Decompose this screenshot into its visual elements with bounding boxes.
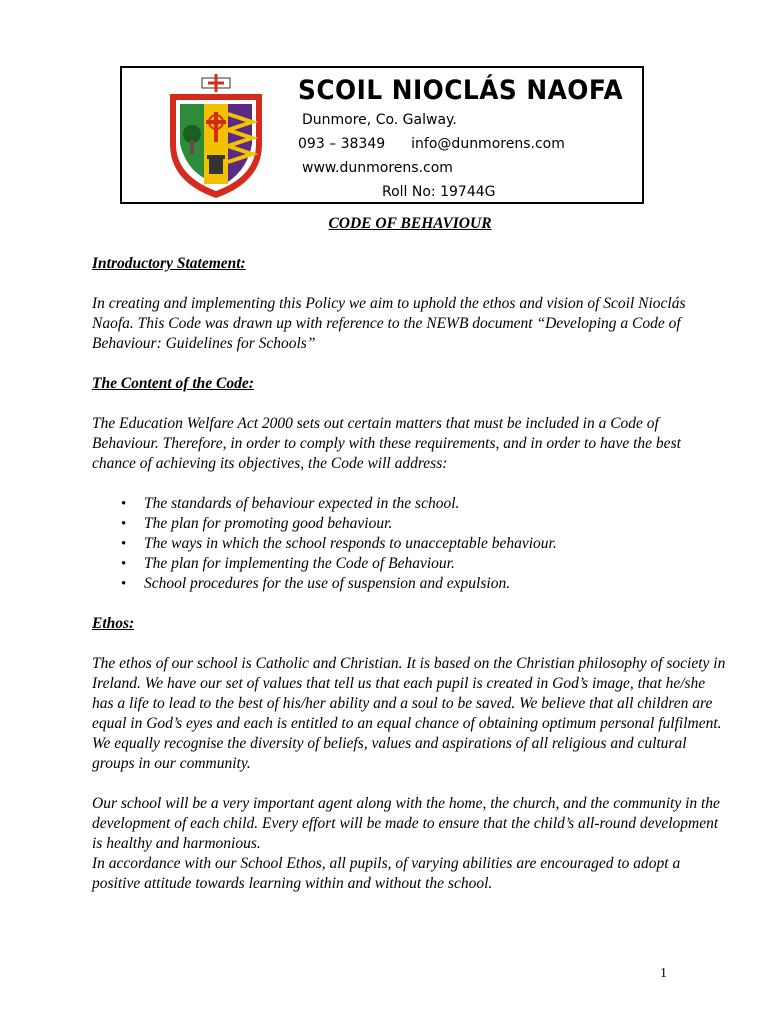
school-name: SCOIL NIOCLÁS NAOFA xyxy=(298,75,624,106)
document-title: CODE OF BEHAVIOUR xyxy=(328,215,492,232)
list-item: • The ways in which the school responds to unacceptable behaviour. xyxy=(92,534,728,554)
list-item: • School procedures for the use of suspension and expulsion. xyxy=(92,574,728,594)
intro-paragraph: In creating and implementing this Policy we aim to uphold the ethos and vision of Scoil Nioclás Naofa. This Code was drawn up with reference to the NEWB document “Developing a Code of Behaviour: Guidelines for Schools” xyxy=(92,295,686,352)
content-heading: The Content of the Code: xyxy=(92,375,254,392)
list-item: • The plan for promoting good behaviour. xyxy=(92,514,728,534)
school-crest-icon xyxy=(164,74,268,200)
list-item: • The standards of behaviour expected in the school. xyxy=(92,494,728,514)
ethos-paragraph-2: Our school will be a very important agent along with the home, the church, and the community in the development of each child. Every effort will be made to ensure that the child’s all-round development is healthy and harmonious. xyxy=(92,795,720,852)
ethos-paragraph-1: The ethos of our school is Catholic and Christian. It is based on the Christian philosophy of society in Ireland. We have our set of values that tell us that each pupil is created in God’s image, that he/she has a life to lead to the best of his/her ability and a soul to be saved. We believe that all children are equal in God’s eyes and each is entitled to an equal chance of obtaining optimum personal fulfilment. We equally recognise the diversity of beliefs, values and aspirations of all religious and cultural groups in our community. xyxy=(92,655,726,772)
page-number: 1 xyxy=(660,966,667,981)
phone-number: 093 – 38349 xyxy=(298,136,386,152)
list-item: • The plan for implementing the Code of Behaviour. xyxy=(92,554,728,574)
email-address[interactable]: info@dunmorens.com xyxy=(411,136,565,152)
ethos-heading: Ethos: xyxy=(92,615,135,632)
bullet-list xyxy=(92,494,728,594)
roll-number: Roll No: 19744G xyxy=(382,184,496,200)
website-link[interactable]: www.dunmorens.com xyxy=(302,160,453,176)
letterhead xyxy=(120,66,644,204)
ethos-paragraph-3: In accordance with our School Ethos, all pupils, of varying abilities are encouraged to adopt a positive attitude towards learning within and without the school. xyxy=(92,855,681,892)
content-paragraph: The Education Welfare Act 2000 sets out certain matters that must be included in a Code of Behaviour. Therefore, in order to comply with these requirements, and in order to have the best chance of achieving its objectives, the Code will address: xyxy=(92,415,681,472)
contact-line xyxy=(298,132,638,156)
intro-heading: Introductory Statement: xyxy=(92,255,246,272)
document-body xyxy=(92,210,728,894)
school-address: Dunmore, Co. Galway. xyxy=(302,112,457,128)
